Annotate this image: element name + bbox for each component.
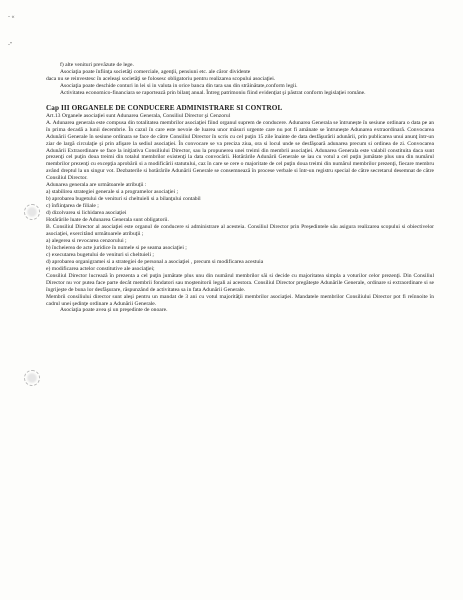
paragraph: Asociaţia poate deschide conturi in lei si in valuta in orice banca din tara sau din străinătate,conform legii. (60, 82, 298, 89)
section-a-paragraph: A. Adunarea generala este compusa din totalitatea membrilor asociaţiei fiind organul suprem de conducere. Adunarea Generala se întrunește în sesiune ordinara o data pe an în prima decadă a lunii decembrie. În cazul în care este nevoie de luarea unor măsuri urgente care nu pot fi amânate se întrunește Adunarea extraordinară. Convocarea Adunării Generale în sesiune ordinara se face de către Consiliul Director în scris cu cel puţin 15 zile înainte de data desfăşurării adunării, prin publicarea unui anunţ într-un ziar de largă circulaţie şi prin afişare la sediul asociaţiei. În convocare se va preciza ziua, ora si locul unde se desfăşoară adunarea precum si ordinea de zi. Convocarea Adunării Extraordinare se face la iniţiativa Consiliului Director, sau la propunerea unei treimi din membrii asociaţiei. Adunarea Generala este valabil constituita daca sunt prezenţi cel puţin doua treimi din totalul membrilor existenţi la data convocării. Hotărârile Adunării Generale se iau cu votul a cel puţin jumătate plus unu din numărul membrilor prezenţi cu excepţia aprobării si a modificării statutului, caz în care se cere o majoritate de cel puţin doua treimi din numărul membrilor prezenţi, fiecare membru având dreptul la un singur vot. Dezbaterile si hotărârile Adunării Generale se consemnează în procese verbale si într-un registru special de către secretarul desemnat de către Consiliul Director. (46, 119, 434, 182)
list-item: a) alegerea si revocarea cenzorului ; (46, 237, 127, 244)
paragraph: Consiliul Director lucrează în prezenta a cel puţin jumătate plus unu din numărul membrilor săi si decide cu majoritatea simpla a voturilor celor prezenţi. Din Consiliul Director nu vor putea face parte decât membrii fondatori sau moştenitorii legali ai acestora. Consiliul Director pregăteşte Adunările Generale, ordinare si extraordinare si se îngrijeşte de buna lor desfăşurare, răspunzând de activitatea sa in fata Adunării Generale. (46, 272, 434, 293)
list-item: d) aprobarea organigramei si a strategiei de personal a asociaţiei , precum si modificarea acestuia (46, 258, 264, 265)
list-item: e) modificarea actelor constitutive ale asociaţiei; (46, 265, 155, 272)
list-item: d) dizolvarea si lichidarea asociaţiei (46, 210, 127, 217)
paragraph: Hotărârile luate de Adunarea Generala sunt obligatorii. (46, 217, 169, 224)
corner-mark-top: - « (8, 14, 15, 20)
section-b-paragraph: B. Consiliul Director al asociaţiei este organul de conducere si administrare al acesteia. Consiliul Director prin Preşedintele său asigura realizarea scopului si obiectivelor asociaţiei, exercitând următoarele atribuţii ; (46, 224, 434, 237)
paragraph: daca nu se reinvestesc în aceleaşi societăţi se folosesc obligatoriu pentru realizarea scopului asociaţiei. (46, 75, 276, 82)
corner-mark-lower: -'' (8, 42, 13, 48)
paragraph: Asociaţia poate înfiinţa societăţi comerciale, agenţii, pensiuni etc. ale căror dividente (60, 68, 251, 75)
paragraph: Membrii consiliului director sunt aleşi pentru un mandat de 3 ani cu votul majorităţii membrilor asociaţiei. Mandatele membrilor Consiliului Director pot fi reînnoite în cadrul unei şedinţe ordinare a Adunării Generale. (46, 293, 434, 307)
list-intro: Adunarea generala are următoarele atribuţii : (46, 182, 147, 189)
list-item: c) înfiinţarea de filiale ; (46, 203, 99, 210)
chapter-title: Cap III ORGANELE DE CONDUCERE ADMINISTRARE SI CONTROL (46, 103, 283, 112)
article-heading: Art.13 Organele asociaţiei sunt Adunarea Generala, Consiliul Director şi Cenzorul (46, 112, 231, 119)
punch-hole-stamp (24, 204, 40, 220)
list-item: b) aprobarea bugetului de venituri si cheltuieli si a bilanţului contabil (46, 196, 201, 203)
list-item: a) stabilirea strategiei generale si a programelor asociaţiei ; (46, 189, 179, 196)
list-item: c) executarea bugetului de venituri si cheltuieli ; (46, 251, 154, 258)
paragraph: Activitatea economico-financiara se raportează prin bilanţ anual. Întreg patrimoniu fiind evidenţiat şi păstrat conform legislaţiei române. (60, 89, 366, 96)
list-item: b) încheierea de acte juridice în numele si pe seama asociaţiei ; (46, 244, 187, 251)
paragraph: f) alte venituri prevăzute de lege. (60, 62, 134, 68)
punch-hole-stamp (24, 370, 40, 386)
closing-line: Asociaţia poate avea şi un preşedinte de onoare. (60, 307, 168, 314)
document-body (46, 62, 434, 314)
